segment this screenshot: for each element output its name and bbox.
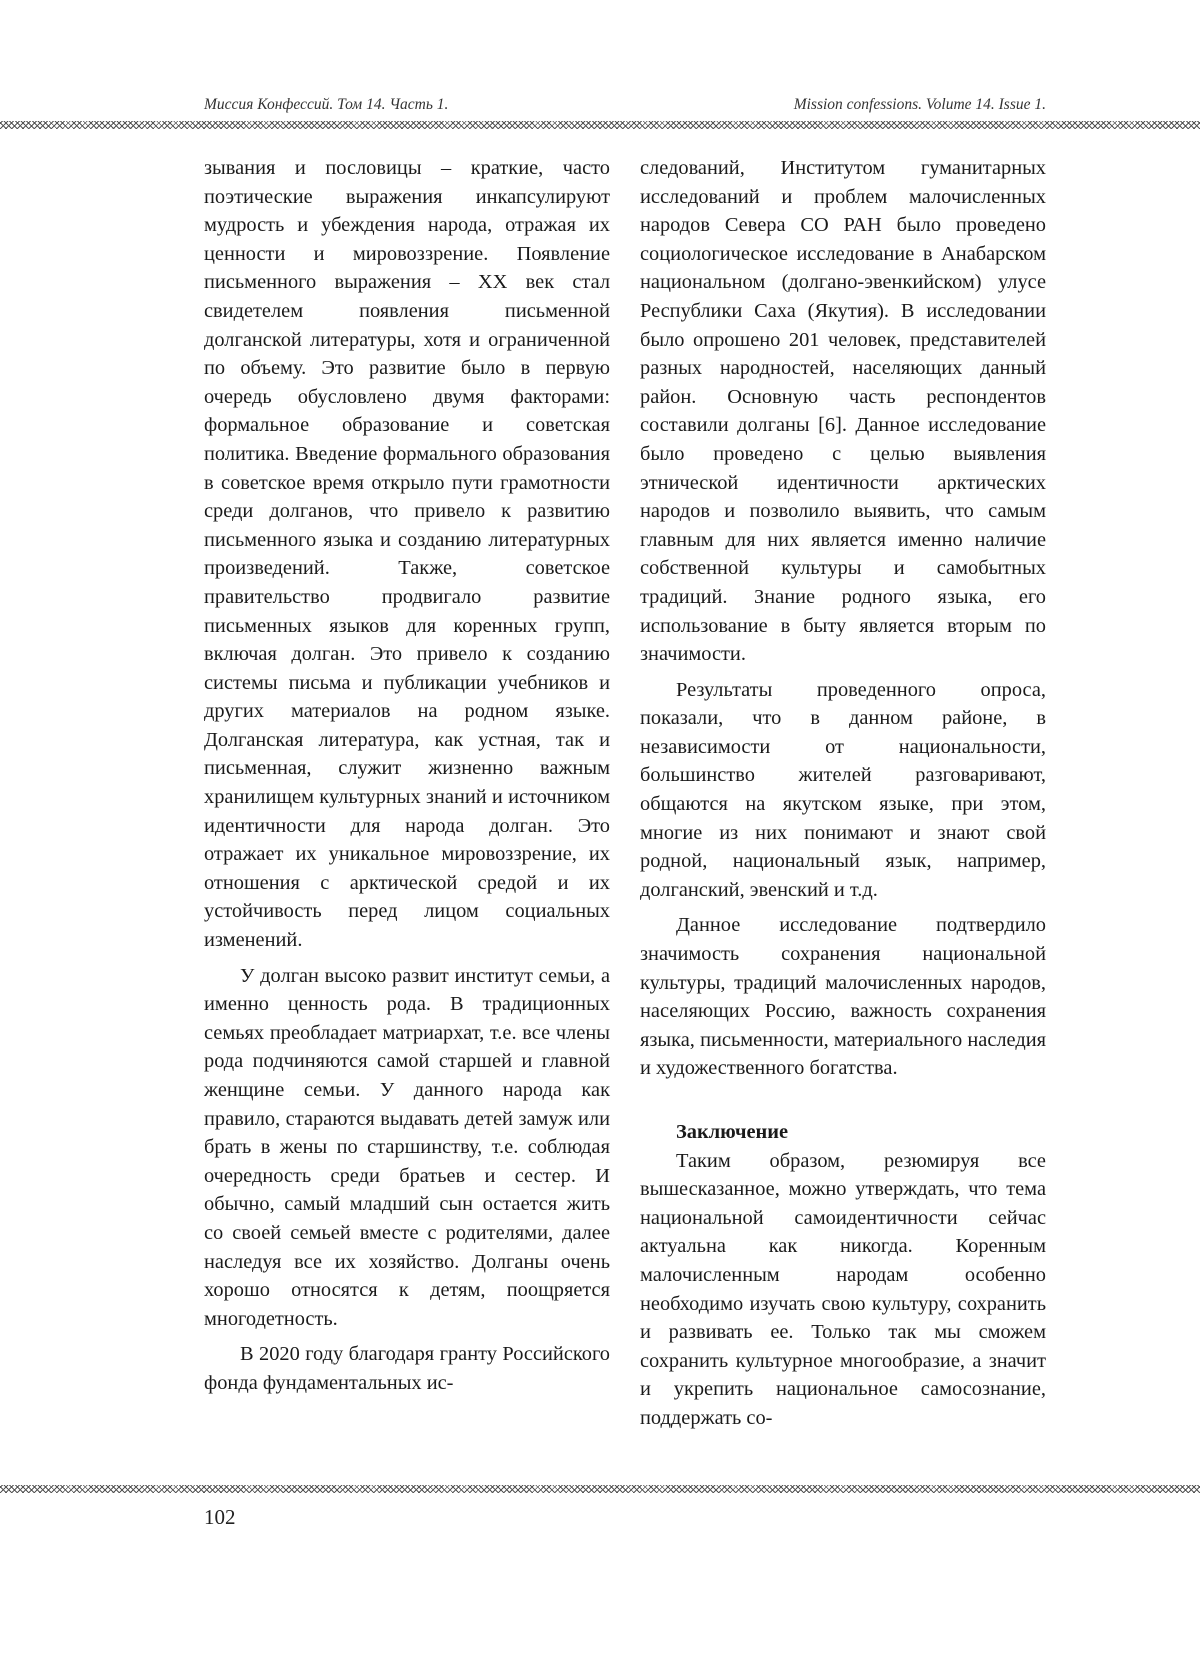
body-paragraph: У долган высоко развит институт семьи, а именно ценность рода. В традиционных семьях преобладает матриархат, т.е. все члены рода подчиняются самой старшей и главной женщине семьи. У данного народа как правило, стараются выдавать детей замуж или брать в жены по старшинству, т.е. соблюдая очередность среди братьев и сестер. И обычно, самый младший сын остается жить со своей семьей вместе с родителями, далее наследуя все их хозяйство. Долганы очень хорошо относятся к детям, поощряется многодетность. (204, 964, 610, 1330)
section-heading-conclusion: Заключение (676, 1121, 789, 1143)
top-ornament-divider (0, 121, 1200, 129)
conclusion-paragraph: Таким образом, резюмируя все вышесказанное, можно утверждать, что тема национальной самоидентичности сейчас актуальна как никогда. Коренным малочисленным народам особенно необходимо изучать свою культуру, сохранить и развивать ее. Только так мы сможем сохранить культурное многообразие, а значит и укрепить национальное самосознание, поддержать со- (640, 1149, 1046, 1429)
journal-title-ru: Миссия Конфессий. Том 14. Часть 1. (204, 96, 449, 113)
running-header (204, 96, 1046, 120)
right-text-column (640, 154, 1046, 1433)
body-paragraph: следований, Институтом гуманитарных исследований и проблем малочисленных народов Севера СО РАН было проведено социологическое исследование в Анабарском национальном (долгано-эвенкийском) улусе Республики Саха (Якутия). В исследовании было опрошено 201 человек, представителей разных народностей, населяющих данный район. Основную часть респондентов составили долганы [6]. Данное исследование было проведено с целью выявления этнической идентичности арктических народов и позволило выявить, что самым главным для них является именно наличие собственной культуры и самобытных традиций. Знание родного языка, его использование в быту является вторым по значимости. (640, 157, 1046, 666)
page-number: 102 (204, 1505, 236, 1529)
body-paragraph: зывания и пословицы – краткие, часто поэтические выражения инкапсулируют мудрость и убеждения народа, отражая их ценности и мировоззрение. Появление письменного выражения – XX век стал свидетелем появления письменной долганской литературы, хотя и ограниченной по объему. Это развитие было в первую очередь обусловлено двумя факторами: формальное образование и советская политика. Введение формального образования в советское время открыло пути грамотности среди долганов, что привело к развитию письменного языка и созданию литературных произведений. Также, советское правительство продвигало развитие письменных языков для коренных групп, включая долган. Это привело к созданию системы письма и публикации учебников и других материалов на родном языке. Долганская литература, как устная, так и письменная, служит жизненно важным хранилищем культурных знаний и источником идентичности для народа долган. Это отражает их уникальное мировоззрение, их отношения с арктической средой и их устойчивость перед лицом социальных изменений. (204, 157, 610, 952)
body-paragraph: В 2020 году благодаря гранту Российского фонда фундаментальных ис- (204, 1343, 610, 1394)
left-text-column (204, 154, 610, 1398)
bottom-ornament-divider (0, 1485, 1200, 1493)
body-paragraph: Результаты проведенного опроса, показали, что в данном районе, в независимости от национальности, большинство жителей разговаривают, общаются на якутском языке, при этом, многие из них понимают и знают свой родной, национальный язык, например, долганский, эвенский и т.д. (640, 678, 1046, 901)
body-paragraph: Данное исследование подтвердило значимость сохранения национальной культуры, традиций малочисленных народов, населяющих Россию, важность сохранения языка, письменности, материального наследия и художественного богатства. (640, 914, 1046, 1080)
journal-title-en: Mission confessions. Volume 14. Issue 1. (793, 96, 1046, 113)
